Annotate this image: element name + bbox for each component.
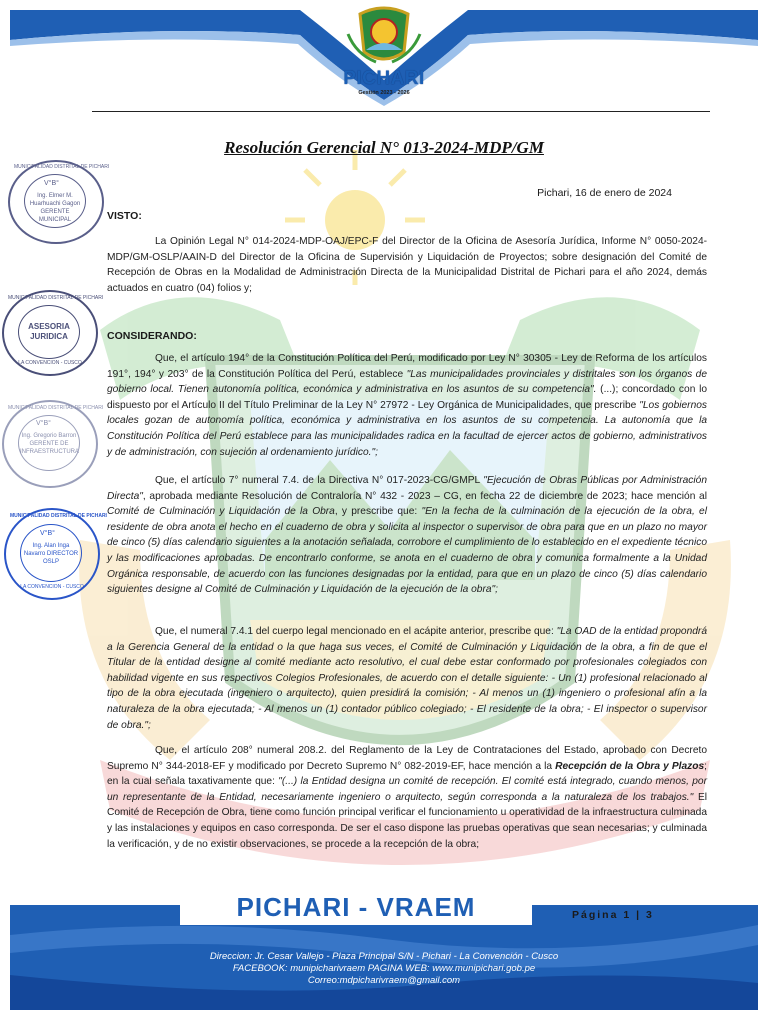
- p3-text-a: Que, el numeral 7.4.1 del cuerpo legal mencionado en el acápite anterior, prescribe que:: [155, 626, 557, 637]
- stamp-asesoria-juridica: [2, 290, 104, 376]
- p1-text-b: (...); concordado con lo dispuesto por el Artículo II del Título Preliminar de la Ley N° 27972 - Ley Orgánica de Municipalidades, que prescribe: [107, 384, 707, 411]
- p4-text-c: El Comité de Recepción de Obra, tiene como función principal verificar el funcionamiento u operatividad de la infraestructura culminada y las instalaciones y equipos en caso corresponda. De ser el caso dispone las pruebas operativas que sean necesarias; y culminada la verificación, y de no existir observaciones, se procede a la recepción de la obra;: [107, 791, 708, 850]
- footer-social: FACEBOOK: munipicharivraem PAGINA WEB: www.munipichari.gob.pe: [232, 963, 536, 974]
- p2-title: "Ejecución de Obras Públicas por Administración Directa": [107, 475, 707, 502]
- visto-heading: VISTO:: [107, 210, 142, 222]
- stamp-ring-text: MUNICIPALIDAD DISTRITAL DE PICHARI: [14, 164, 110, 170]
- p2-text-b: , aprobada mediante Resolución de Contraloría N° 432 - 2023 – CG, en fecha 22 de diciembre de 2023; hace mención al: [142, 490, 707, 502]
- stamp-ring-text: MUNICIPALIDAD DISTRITAL DE PICHARI: [8, 405, 104, 411]
- page-number: Página 1 | 3: [572, 909, 654, 921]
- stamp-bottom-text: LA CONVENCION - CUSCO: [20, 584, 84, 590]
- stamp-bottom-text: LA CONVENCION - CUSCO: [18, 360, 82, 366]
- logo-subtitle: Gestión 2023 - 2026: [358, 90, 410, 96]
- stamp-label: V°B°: [44, 180, 59, 187]
- footer-email: Correo:mdpicharivraem@gmail.com: [307, 975, 461, 986]
- p1-quote-a: "Las municipalidades provinciales y distritales son los órganos de gobierno local. Tienen autonomía política, económica y administrativa en los asuntos de su competencia".: [107, 368, 708, 396]
- logo-name: PICHARI: [343, 68, 425, 89]
- document-date: Pichari, 16 de enero de 2024: [537, 187, 672, 199]
- stamp-center-text: Ing. Gregorio Barron GERENTE DE INFRAESTRUCTURA: [20, 433, 80, 455]
- stamp-label: V°B°: [36, 420, 51, 427]
- stamp-infraestructura: [2, 400, 104, 488]
- shield-icon: [336, 4, 432, 68]
- stamp-center-text: Ing. Alan Inga Navarro DIRECTOR OSLP: [23, 543, 79, 565]
- stamp-ring-text: MUNICIPALIDAD DISTRITAL DE PICHARI: [8, 295, 104, 301]
- p2-text-c: , y prescribe que:: [334, 506, 422, 518]
- stamp-oslp: [4, 508, 107, 600]
- stamp-label: V°B°: [40, 530, 55, 537]
- stamp-center-text: Ing. Elmer M. Huarhuachi Gagon GERENTE MUNICIPAL: [29, 193, 81, 223]
- p3-quote: "La OAD de la entidad propondrá a la Gerencia General de la entidad o la que haga sus veces, el Comité de Culminación y Liquidación de la obra, a fin de que el Titular de la entidad designe al comité mediante acto resolutivo, el cual debe estar conformado por profesionales colegiados con habilidad vigente en sus respectivos Colegios Profesionales, de acuerdo con el detalle siguiente: - Un (1) profesional relacionado al tipo de la obra ejecutada (ingeniero o arquitecto), quien presidirá la comisión; - Al menos un (1) ingeniero o profesional afín a la naturaleza de la obra ejecutada; - Al menos un (1) contador público colegiado; - El residente de la obra; - El inspector o supervisor de obra.";: [107, 626, 707, 731]
- p4-heading: Recepción de la Obra y Plazos: [555, 760, 705, 772]
- p2-comite: Comité de Culminación y Liquidación de la Obra: [107, 506, 335, 518]
- considerando-paragraph-1: [107, 351, 707, 460]
- p4-text-b: ; en la cual señala taxativamente que:: [107, 760, 707, 788]
- municipal-logo: [336, 4, 432, 100]
- stamp-gerencia-municipal: [8, 160, 110, 244]
- considerando-paragraph-3: [107, 624, 707, 733]
- p4-text-a: Que, el artículo 208° numeral 208.2. del Reglamento de la Ley de Contrataciones del Estado, aprobado con Decreto Supremo N° 344-2018-EF y modificado por Decreto Supremo N° 082-2019-EF, hace mención a la: [107, 745, 707, 772]
- p1-quote-b: "Los gobiernos locales gozan de autonomía política, económica y administrativa en los asuntos de su competencia. La autonomía que la Constitución Política del Perú establece para las municipalidades radica en la facultad de ejercer actos de gobierno, administrativos y de administración, con sujeción al ordenamiento jurídico.";: [107, 399, 707, 458]
- p2-text-a: Que, el artículo 7° numeral 7.4. de la Directiva N° 017-2023-CG/GMPL: [155, 475, 484, 486]
- p1-text-a: Que, el artículo 194° de la Constitución Política del Perú, modificado por Ley N° 30305 - Ley de Reforma de los artículos 191°, 194° y 203° de la Constitución Política del Perú, establece: [107, 353, 707, 380]
- considerando-paragraph-4: [107, 743, 707, 852]
- p4-quote: "(...) la Entidad designa un comité de recepción. El comité está integrado, cuando menos, por un representante de la Entidad, necesariamente ingeniero o arquitecto, según corresponda a la naturaleza de los trabajos.": [107, 776, 707, 803]
- p2-quote: "En la fecha de la culminación de la ejecución de la obra, el residente de obra anota el hecho en el cuaderno de obra y solicita al inspector o supervisor de obra para que en un plazo no mayor de cinco (5) días calendario siguientes a la anotación señalada, corrobore el cumplimiento de lo establecido en el expediente técnico y las modificaciones aprobadas. De encontrarlo conforme, se anota en el cuaderno de obra y comunica formalmente a la Unidad Orgánica responsable, de acuerdo con las funciones designadas por la entidad, para que en un plazo de cinco (5) días calendario siguientes designe al Comité de Culminación y Liquidación de la ejecución de la obra";: [107, 506, 707, 596]
- footer-address: Direccion: Jr. Cesar Vallejo - Plaza Principal S/N - Pichari - La Convención - Cusco: [209, 951, 559, 962]
- considerando-heading: CONSIDERANDO:: [107, 330, 197, 342]
- header-rule: [92, 111, 710, 112]
- stamp-ring-text: MUNICIPALIDAD DISTRITAL DE PICHARI: [10, 513, 107, 519]
- visto-paragraph: La Opinión Legal N° 014-2024-MDP-OAJ/EPC-F del Director de la Oficina de Asesoría Jurídica, Informe N° 0050-2024-MDP/GM-OSLP/AAIN-D del Director de la Oficina de Supervisión y Liquidación de Proyectos; sobre designación del Comité de Recepción de Obras en la Modalidad de Administración Directa de la Municipalidad Distrital de Pichari para el año 2024, demás actuados en cuatro (04) folios y;: [107, 236, 707, 294]
- footer-title: PICHARI - VRAEM: [180, 889, 532, 925]
- document-title: Resolución Gerencial N° 013-2024-MDP/GM: [224, 138, 544, 157]
- considerando-paragraph-2: [107, 473, 707, 598]
- stamp-center-text: ASESORIA JURIDICA: [28, 322, 70, 341]
